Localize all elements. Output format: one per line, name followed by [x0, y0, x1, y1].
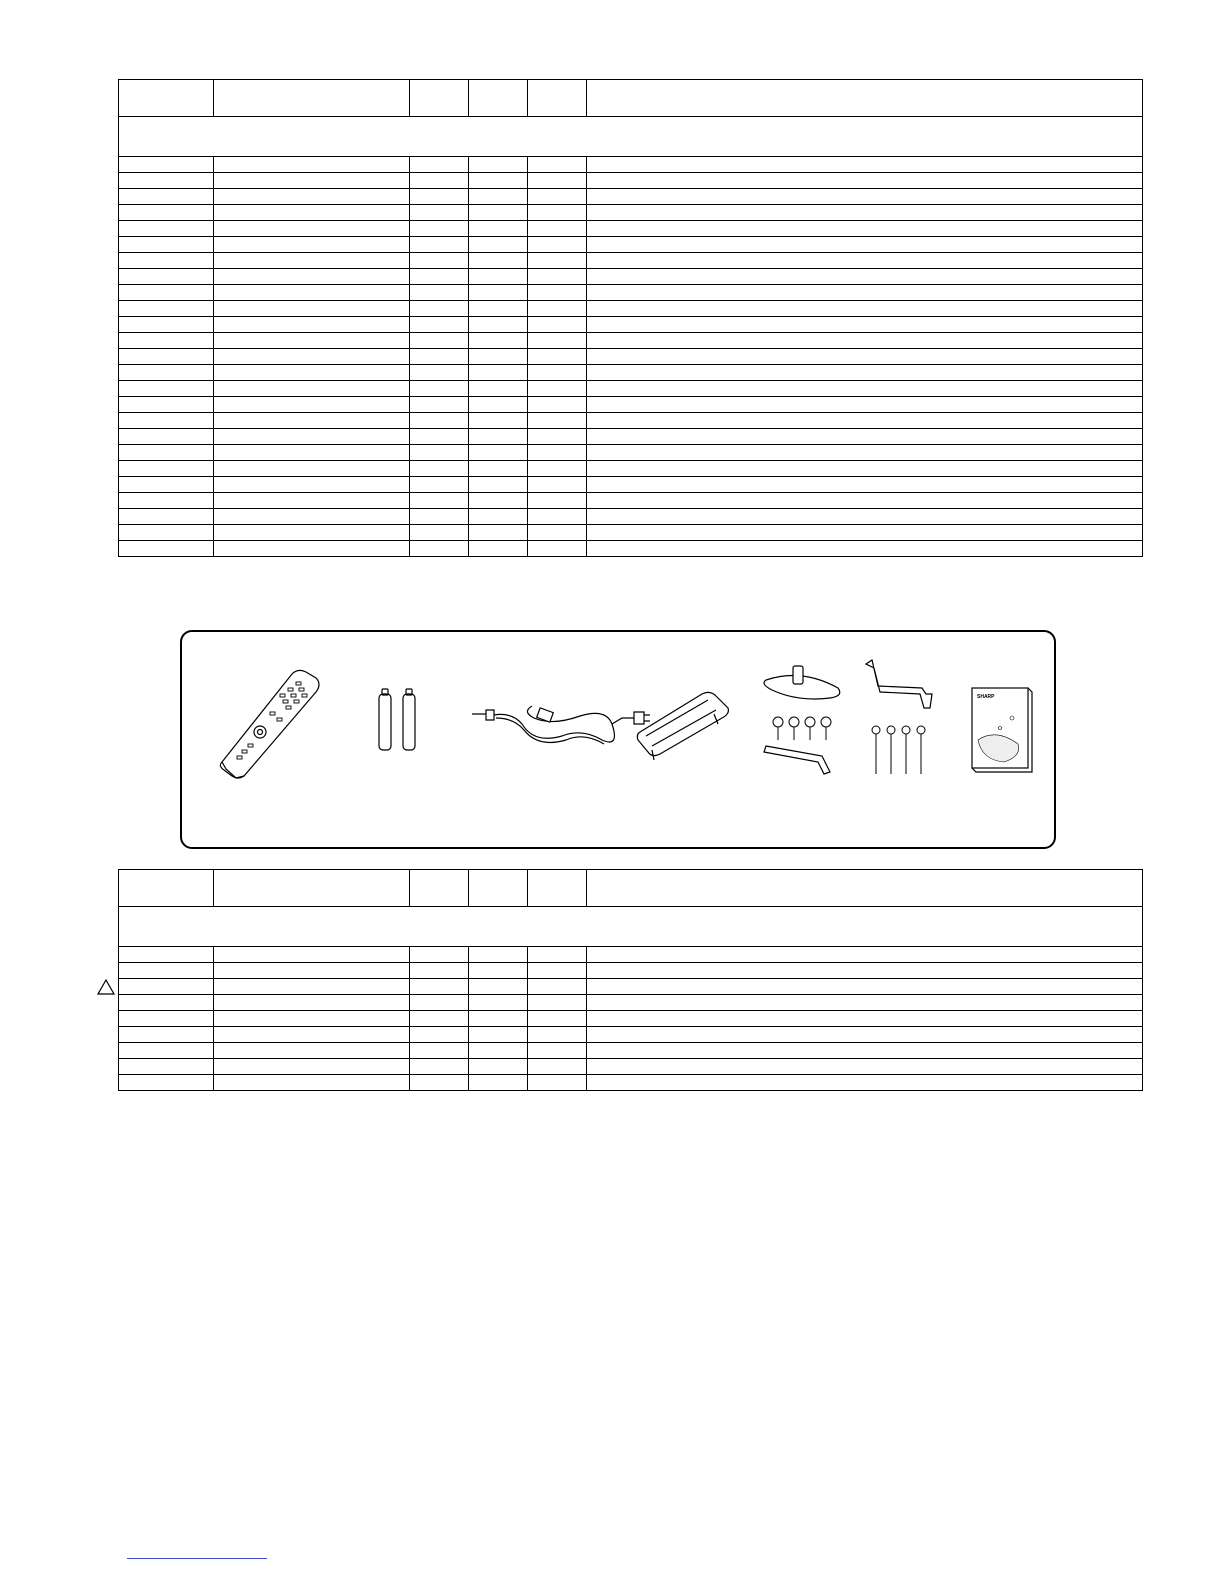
table-cell	[410, 189, 469, 205]
table-cell	[410, 285, 469, 301]
table-row	[119, 477, 1143, 493]
table-row	[119, 509, 1143, 525]
table-cell	[214, 317, 410, 333]
table-cell	[119, 541, 214, 557]
table-cell	[587, 947, 1143, 963]
table-cell	[119, 461, 214, 477]
table-cell	[587, 397, 1143, 413]
table-cell	[587, 979, 1143, 995]
table-cell	[528, 461, 587, 477]
table-cell	[214, 1011, 410, 1027]
table-cell	[587, 493, 1143, 509]
table-cell	[214, 205, 410, 221]
table-cell	[587, 173, 1143, 189]
table-cell	[119, 317, 214, 333]
table-cell	[214, 461, 410, 477]
table-cell	[587, 429, 1143, 445]
table-row	[119, 979, 1143, 995]
table-cell	[469, 1043, 528, 1059]
table-row	[119, 1027, 1143, 1043]
table-cell	[469, 381, 528, 397]
table-cell	[528, 493, 587, 509]
table-cell	[528, 349, 587, 365]
table-cell	[214, 173, 410, 189]
table-cell	[528, 429, 587, 445]
table-cell	[469, 349, 528, 365]
table-row	[119, 381, 1143, 397]
table-cell	[119, 189, 214, 205]
table-cell	[528, 397, 587, 413]
table-cell	[587, 381, 1143, 397]
table-cell	[410, 429, 469, 445]
table-row	[119, 349, 1143, 365]
table-cell	[214, 1027, 410, 1043]
cable-clamp-icon	[637, 692, 728, 760]
table-row	[119, 1011, 1143, 1027]
table-cell	[410, 205, 469, 221]
table-cell	[119, 1043, 214, 1059]
table-cell	[528, 979, 587, 995]
table-cell	[214, 445, 410, 461]
section-cell	[119, 907, 1143, 947]
table-row	[119, 221, 1143, 237]
table-cell	[587, 477, 1143, 493]
table-cell	[119, 285, 214, 301]
table-cell	[119, 525, 214, 541]
table-cell	[528, 157, 587, 173]
table-cell	[214, 1043, 410, 1059]
stand-bracket-screws-icon	[866, 660, 932, 774]
table-cell	[214, 157, 410, 173]
table-cell	[587, 269, 1143, 285]
table-row	[119, 333, 1143, 349]
table-cell	[410, 317, 469, 333]
table-cell	[528, 995, 587, 1011]
table-header-row	[119, 870, 1143, 907]
table-cell	[469, 1027, 528, 1043]
table-cell	[214, 995, 410, 1011]
table-cell	[119, 963, 214, 979]
table-cell	[528, 381, 587, 397]
table-cell	[587, 1027, 1143, 1043]
table-cell	[528, 269, 587, 285]
table-cell	[587, 349, 1143, 365]
table-row	[119, 995, 1143, 1011]
table-cell	[587, 1075, 1143, 1091]
accessories-panel	[180, 630, 1056, 849]
table-cell	[119, 157, 214, 173]
table-cell	[469, 285, 528, 301]
table-cell	[528, 445, 587, 461]
table-cell	[469, 541, 528, 557]
table-cell	[214, 333, 410, 349]
table-cell	[214, 381, 410, 397]
table-cell	[214, 189, 410, 205]
table-row	[119, 525, 1143, 541]
table-cell	[528, 1027, 587, 1043]
table-cell	[528, 947, 587, 963]
table-cell	[469, 1075, 528, 1091]
table-cell	[214, 285, 410, 301]
table-cell	[410, 963, 469, 979]
table-cell	[528, 285, 587, 301]
footer-link-underline[interactable]	[127, 1558, 267, 1559]
table-cell	[410, 237, 469, 253]
table-cell	[410, 413, 469, 429]
table-cell	[410, 365, 469, 381]
table-row	[119, 189, 1143, 205]
table-cell	[528, 333, 587, 349]
table-cell	[469, 269, 528, 285]
table-cell	[119, 333, 214, 349]
table-cell	[410, 1043, 469, 1059]
header-cell	[469, 870, 528, 907]
table-row	[119, 429, 1143, 445]
table-cell	[410, 461, 469, 477]
table-cell	[410, 221, 469, 237]
table-cell	[119, 429, 214, 445]
table-cell	[528, 477, 587, 493]
table-cell	[469, 493, 528, 509]
header-cell	[587, 870, 1143, 907]
table-cell	[214, 253, 410, 269]
table-cell	[587, 525, 1143, 541]
table-cell	[587, 285, 1143, 301]
header-cell	[214, 80, 410, 117]
table-cell	[587, 221, 1143, 237]
header-cell	[469, 80, 528, 117]
table-cell	[214, 947, 410, 963]
table-cell	[587, 253, 1143, 269]
table-cell	[469, 413, 528, 429]
table-section-row	[119, 117, 1143, 157]
table-cell	[528, 1075, 587, 1091]
table-cell	[410, 1011, 469, 1027]
table-row	[119, 541, 1143, 557]
header-cell	[410, 870, 469, 907]
table-cell	[214, 1059, 410, 1075]
parts-table-upper	[118, 79, 1143, 557]
table-cell	[528, 205, 587, 221]
table-cell	[119, 445, 214, 461]
table-cell	[469, 157, 528, 173]
table-cell	[410, 397, 469, 413]
table-cell	[119, 1011, 214, 1027]
table-cell	[587, 237, 1143, 253]
table-cell	[410, 947, 469, 963]
header-cell	[410, 80, 469, 117]
table-cell	[528, 221, 587, 237]
table-cell	[587, 157, 1143, 173]
table-cell	[528, 541, 587, 557]
table-cell	[119, 205, 214, 221]
table-cell	[528, 1043, 587, 1059]
table-cell	[469, 979, 528, 995]
table-cell	[214, 413, 410, 429]
table-cell	[214, 541, 410, 557]
table-cell	[469, 1059, 528, 1075]
table-cell	[528, 525, 587, 541]
table-row	[119, 237, 1143, 253]
table-cell	[528, 173, 587, 189]
table-row	[119, 461, 1143, 477]
table-cell	[469, 397, 528, 413]
table-cell	[469, 445, 528, 461]
remote-control-icon	[220, 670, 319, 778]
table-cell	[214, 429, 410, 445]
table-cell	[469, 947, 528, 963]
header-cell	[119, 870, 214, 907]
table-cell	[410, 509, 469, 525]
table-cell	[587, 461, 1143, 477]
table-cell	[410, 269, 469, 285]
header-cell	[119, 80, 214, 117]
table-cell	[587, 205, 1143, 221]
table-row	[119, 157, 1143, 173]
table-cell	[410, 445, 469, 461]
table-cell	[528, 963, 587, 979]
header-cell	[528, 870, 587, 907]
table-cell	[587, 333, 1143, 349]
section-cell	[119, 117, 1143, 157]
table-cell	[587, 995, 1143, 1011]
table-cell	[410, 995, 469, 1011]
safety-warning-triangle-icon	[97, 979, 115, 995]
table-cell	[119, 349, 214, 365]
table-cell	[410, 1075, 469, 1091]
table-cell	[119, 995, 214, 1011]
table-row	[119, 413, 1143, 429]
table-cell	[528, 253, 587, 269]
table-row	[119, 1043, 1143, 1059]
table-cell	[119, 253, 214, 269]
ac-cord-icon	[472, 706, 650, 744]
table-row	[119, 1059, 1143, 1075]
table-cell	[528, 317, 587, 333]
table-cell	[214, 301, 410, 317]
table-cell	[214, 525, 410, 541]
header-cell	[587, 80, 1143, 117]
manual-brand-logo: SHARP	[977, 694, 995, 700]
table-cell	[469, 221, 528, 237]
table-row	[119, 445, 1143, 461]
table-cell	[119, 269, 214, 285]
table-cell	[410, 1027, 469, 1043]
table-cell	[587, 365, 1143, 381]
table-cell	[469, 205, 528, 221]
table-cell	[119, 1059, 214, 1075]
table-cell	[119, 509, 214, 525]
table-cell	[214, 397, 410, 413]
table-row	[119, 493, 1143, 509]
table-cell	[119, 947, 214, 963]
table-cell	[469, 477, 528, 493]
operation-manual-icon	[972, 688, 1032, 772]
table-cell	[119, 381, 214, 397]
table-cell	[119, 413, 214, 429]
table-cell	[119, 493, 214, 509]
table-cell	[587, 413, 1143, 429]
table-cell	[410, 349, 469, 365]
table-cell	[469, 173, 528, 189]
table-cell	[528, 413, 587, 429]
table-cell	[119, 237, 214, 253]
table-cell	[469, 237, 528, 253]
table-cell	[119, 979, 214, 995]
table-cell	[469, 525, 528, 541]
table-cell	[410, 541, 469, 557]
table-cell	[469, 317, 528, 333]
table-cell	[214, 509, 410, 525]
table-cell	[528, 189, 587, 205]
table-section-row	[119, 907, 1143, 947]
table-row	[119, 285, 1143, 301]
table-cell	[528, 1011, 587, 1027]
table-cell	[214, 269, 410, 285]
table-cell	[587, 963, 1143, 979]
table-row	[119, 301, 1143, 317]
table-cell	[528, 509, 587, 525]
table-cell	[410, 493, 469, 509]
table-row	[119, 253, 1143, 269]
table-cell	[214, 221, 410, 237]
batteries-icon	[379, 689, 415, 750]
table-cell	[469, 189, 528, 205]
table-cell	[119, 397, 214, 413]
table-cell	[410, 477, 469, 493]
table-cell	[469, 509, 528, 525]
table-cell	[469, 365, 528, 381]
table-cell	[214, 365, 410, 381]
table-cell	[119, 1075, 214, 1091]
parts-table-lower	[118, 869, 1143, 1091]
table-cell	[119, 477, 214, 493]
table-cell	[528, 301, 587, 317]
table-cell	[119, 365, 214, 381]
table-cell	[410, 1059, 469, 1075]
table-row	[119, 317, 1143, 333]
table-cell	[410, 157, 469, 173]
table-cell	[587, 1011, 1143, 1027]
table-cell	[214, 349, 410, 365]
table-row	[119, 269, 1143, 285]
table-cell	[469, 333, 528, 349]
table-cell	[469, 461, 528, 477]
stand-base-screws-wrench-icon	[764, 666, 840, 774]
table-cell	[587, 301, 1143, 317]
table-cell	[119, 173, 214, 189]
table-cell	[119, 221, 214, 237]
table-cell	[410, 173, 469, 189]
table-cell	[587, 509, 1143, 525]
table-cell	[410, 253, 469, 269]
table-row	[119, 1075, 1143, 1091]
table-cell	[410, 979, 469, 995]
table-cell	[469, 429, 528, 445]
table-cell	[410, 333, 469, 349]
table-row	[119, 365, 1143, 381]
table-cell	[587, 1043, 1143, 1059]
table-cell	[214, 1075, 410, 1091]
table-cell	[469, 995, 528, 1011]
table-cell	[410, 525, 469, 541]
table-row	[119, 205, 1143, 221]
table-row	[119, 947, 1143, 963]
table-cell	[528, 1059, 587, 1075]
table-cell	[214, 237, 410, 253]
header-cell	[214, 870, 410, 907]
table-cell	[410, 381, 469, 397]
table-cell	[528, 365, 587, 381]
table-row	[119, 397, 1143, 413]
table-row	[119, 963, 1143, 979]
table-cell	[119, 1027, 214, 1043]
table-cell	[469, 1011, 528, 1027]
table-cell	[214, 477, 410, 493]
table-header-row	[119, 80, 1143, 117]
table-cell	[587, 541, 1143, 557]
table-cell	[214, 963, 410, 979]
table-cell	[469, 253, 528, 269]
table-cell	[587, 1059, 1143, 1075]
table-cell	[214, 979, 410, 995]
table-cell	[214, 493, 410, 509]
table-cell	[587, 317, 1143, 333]
table-cell	[469, 301, 528, 317]
table-cell	[587, 445, 1143, 461]
header-cell	[528, 80, 587, 117]
table-cell	[587, 189, 1143, 205]
table-cell	[410, 301, 469, 317]
table-cell	[469, 963, 528, 979]
table-cell	[119, 301, 214, 317]
table-row	[119, 173, 1143, 189]
table-cell	[528, 237, 587, 253]
